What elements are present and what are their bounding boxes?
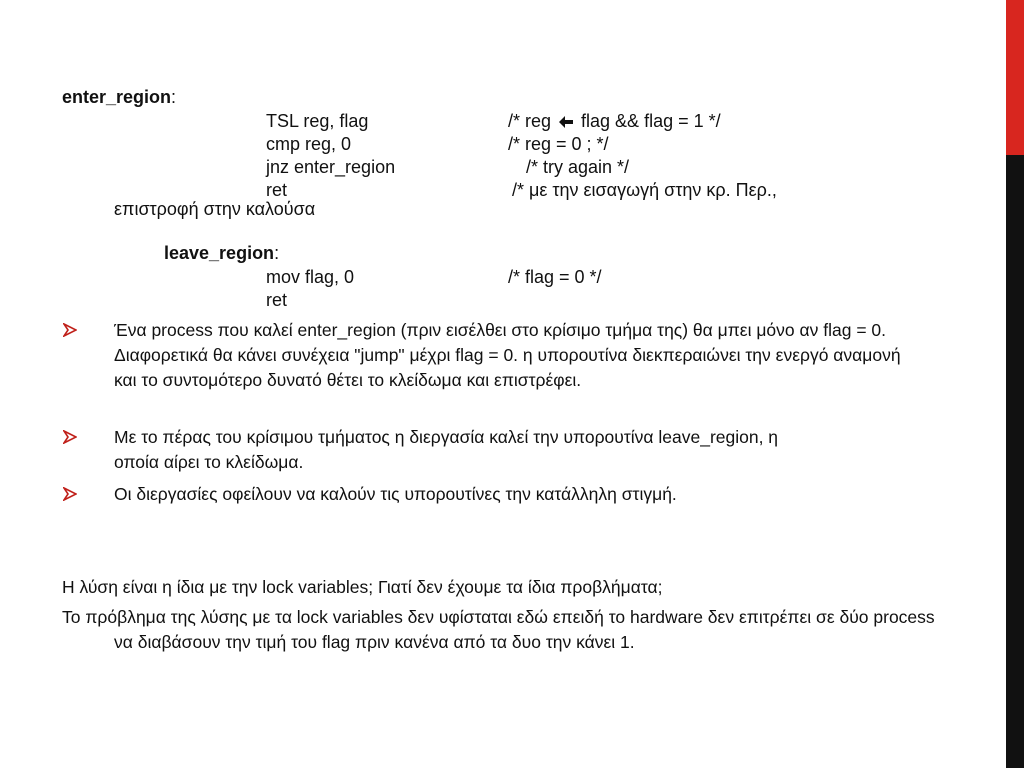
code-comment-jnz: /* try again */ [526,157,630,177]
code-instr-ret: ret [266,180,288,200]
code-instr-cmp: cmp reg, 0 [266,134,352,154]
comment-tsl-post: flag && flag = 1 */ [576,111,721,131]
accent-bar-red [1006,0,1024,155]
left-arrow-icon [558,112,574,134]
code-instr-jnz: jnz enter_region [266,157,396,177]
code-instr-ret-leave: ret [266,290,288,310]
bullet-text: Ένα process που καλεί enter_region (πριν εισέλθει στο κρίσιμο τμήμα της) θα μπει μόνο αν flag = 0. Διαφορετικά θα κάνει συνέχεια "jump" μέχρι flag = 0. η υπορουτίνα διεκπεραιώνει την ενεργό αναμονή και το συντομότερο δυνατό θέτει το κλείδωμα και επιστρέφει. [114,320,901,390]
leave-region-name: leave_region [164,243,275,263]
arrow-bullet-icon [63,430,77,444]
code-comment-tsl [508,110,721,134]
code-comment-ret: /* με την εισαγωγή στην κρ. Περ., [512,180,777,200]
leave-region-label [164,242,279,264]
comment-tsl-pre: /* reg [508,111,557,131]
answer-text: Το πρόβλημα της λύσης με τα lock variables δεν υφίσταται εδώ επειδή το hardware δεν επιτρέπει σε δύο process να διαβάσουν την τιμή του flag πριν κανένα από τα δυο την κάνει 1. [62,607,935,652]
code-instr-mov: mov flag, 0 [266,267,355,287]
slide-accent-bar [1006,0,1024,768]
enter-region-name: enter_region [62,87,172,107]
enter-region-colon: : [171,87,177,107]
leave-region-colon: : [274,243,280,263]
arrow-bullet-icon [63,487,77,501]
code-comment-cmp: /* reg = 0 ; */ [508,134,609,154]
arrow-bullet-icon [63,323,77,337]
bullet-text: Με το πέρας του κρίσιμου τμήματος η διεργασία καλεί την υπορουτίνα leave_region, η οποία αίρει το κλείδωμα. [114,427,779,472]
enter-region-label [62,86,176,108]
accent-bar-black [1006,155,1024,768]
code-instr-tsl: TSL reg, flag [266,111,369,131]
code-comment-mov: /* flag = 0 */ [508,267,602,287]
bullet-text: Οι διεργασίες οφείλουν να καλούν τις υπορουτίνες την κατάλληλη στιγμή. [114,484,677,504]
code-comment-ret-continuation: επιστροφή στην καλούσα [114,199,316,219]
question-text: Η λύση είναι η ίδια με την lock variables; Γιατί δεν έχουμε τα ίδια προβλήματα; [62,577,663,597]
